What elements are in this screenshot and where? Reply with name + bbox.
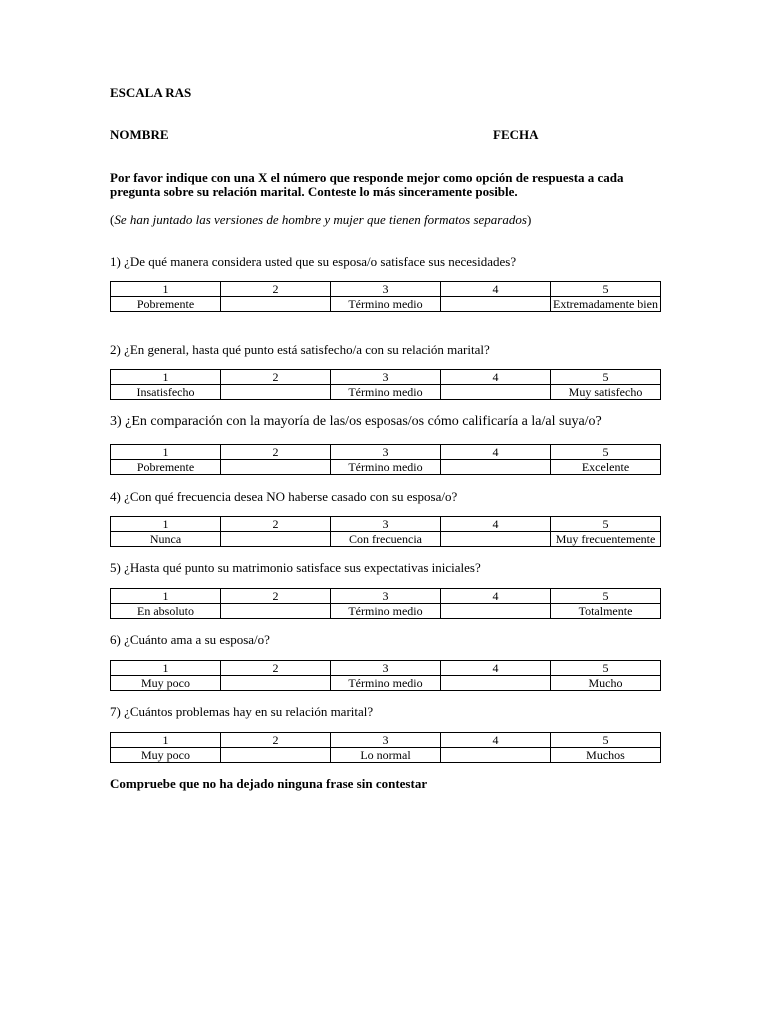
scale-label-4 bbox=[441, 532, 551, 547]
scale-label-3: Lo normal bbox=[331, 748, 441, 763]
scale-label-1: Muy poco bbox=[111, 676, 221, 691]
scale-label-2 bbox=[221, 460, 331, 475]
question-7-scale bbox=[110, 732, 661, 763]
scale-label-4 bbox=[441, 604, 551, 619]
scale-option-4[interactable]: 4 bbox=[441, 370, 551, 385]
scale-label-3: Término medio bbox=[331, 604, 441, 619]
scale-label-5: Mucho bbox=[551, 676, 661, 691]
scale-label-2 bbox=[221, 385, 331, 400]
scale-label-5: Muchos bbox=[551, 748, 661, 763]
scale-option-2[interactable]: 2 bbox=[221, 661, 331, 676]
scale-option-2[interactable]: 2 bbox=[221, 589, 331, 604]
scale-label-5: Muy satisfecho bbox=[551, 385, 661, 400]
question-1-text: 1) ¿De qué manera considera usted que su esposa/o satisface sus necesidades? bbox=[110, 254, 517, 269]
scale-label-1: Nunca bbox=[111, 532, 221, 547]
completion-reminder: Compruebe que no ha dejado ninguna frase sin contestar bbox=[110, 776, 428, 791]
scale-label-4 bbox=[441, 297, 551, 312]
scale-label-1: Pobremente bbox=[111, 297, 221, 312]
scale-label-4 bbox=[441, 460, 551, 475]
scale-option-4[interactable]: 4 bbox=[441, 589, 551, 604]
instructions-line-2: pregunta sobre su relación marital. Conteste lo más sinceramente posible. bbox=[110, 184, 518, 199]
scale-option-3[interactable]: 3 bbox=[331, 733, 441, 748]
scale-option-1[interactable]: 1 bbox=[111, 517, 221, 532]
scale-option-3[interactable]: 3 bbox=[331, 445, 441, 460]
instructions-line-1: Por favor indique con una X el número que responde mejor como opción de respuesta a cada bbox=[110, 170, 624, 185]
question-4-scale bbox=[110, 516, 661, 547]
question-7-text: 7) ¿Cuántos problemas hay en su relación marital? bbox=[110, 704, 374, 719]
scale-option-2[interactable]: 2 bbox=[221, 282, 331, 297]
scale-option-1[interactable]: 1 bbox=[111, 661, 221, 676]
date-label: FECHA bbox=[493, 127, 539, 142]
scale-option-1[interactable]: 1 bbox=[111, 445, 221, 460]
scale-option-5[interactable]: 5 bbox=[551, 282, 661, 297]
scale-option-1[interactable]: 1 bbox=[111, 733, 221, 748]
scale-option-4[interactable]: 4 bbox=[441, 733, 551, 748]
name-label: NOMBRE bbox=[110, 127, 169, 142]
scale-label-5: Totalmente bbox=[551, 604, 661, 619]
question-6-scale bbox=[110, 660, 661, 691]
scale-label-1: Insatisfecho bbox=[111, 385, 221, 400]
scale-option-2[interactable]: 2 bbox=[221, 445, 331, 460]
scale-option-1[interactable]: 1 bbox=[111, 589, 221, 604]
scale-label-3: Término medio bbox=[331, 385, 441, 400]
scale-option-5[interactable]: 5 bbox=[551, 445, 661, 460]
scale-option-5[interactable]: 5 bbox=[551, 733, 661, 748]
question-1-scale bbox=[110, 281, 661, 312]
scale-label-2 bbox=[221, 532, 331, 547]
scale-label-2 bbox=[221, 676, 331, 691]
scale-label-5: Excelente bbox=[551, 460, 661, 475]
scale-label-3: Término medio bbox=[331, 676, 441, 691]
scale-label-3: Término medio bbox=[331, 297, 441, 312]
question-2-scale bbox=[110, 369, 661, 400]
scale-option-3[interactable]: 3 bbox=[331, 589, 441, 604]
scale-option-4[interactable]: 4 bbox=[441, 445, 551, 460]
scale-label-5: Muy frecuentemente bbox=[551, 532, 661, 547]
scale-option-2[interactable]: 2 bbox=[221, 370, 331, 385]
scale-label-2 bbox=[221, 297, 331, 312]
question-3-text: 3) ¿En comparación con la mayoría de las/os esposas/os cómo calificaría a la/al suya/o? bbox=[110, 414, 602, 429]
scale-label-4 bbox=[441, 385, 551, 400]
scale-option-4[interactable]: 4 bbox=[441, 517, 551, 532]
scale-label-4 bbox=[441, 676, 551, 691]
scale-label-3: Con frecuencia bbox=[331, 532, 441, 547]
scale-option-5[interactable]: 5 bbox=[551, 370, 661, 385]
versions-note: (Se han juntado las versiones de hombre y mujer que tienen formatos separados) bbox=[110, 212, 532, 227]
question-5-text: 5) ¿Hasta qué punto su matrimonio satisface sus expectativas iniciales? bbox=[110, 560, 481, 575]
scale-option-2[interactable]: 2 bbox=[221, 517, 331, 532]
question-4-text: 4) ¿Con qué frecuencia desea NO haberse casado con su esposa/o? bbox=[110, 489, 458, 504]
scale-option-2[interactable]: 2 bbox=[221, 733, 331, 748]
scale-option-1[interactable]: 1 bbox=[111, 282, 221, 297]
scale-label-5: Extremadamente bien bbox=[551, 297, 661, 312]
scale-label-1: Muy poco bbox=[111, 748, 221, 763]
scale-label-3: Término medio bbox=[331, 460, 441, 475]
scale-label-1: En absoluto bbox=[111, 604, 221, 619]
scale-option-3[interactable]: 3 bbox=[331, 661, 441, 676]
question-2-text: 2) ¿En general, hasta qué punto está satisfecho/a con su relación marital? bbox=[110, 342, 490, 357]
question-6-text: 6) ¿Cuánto ama a su esposa/o? bbox=[110, 632, 270, 647]
scale-option-4[interactable]: 4 bbox=[441, 661, 551, 676]
scale-option-3[interactable]: 3 bbox=[331, 282, 441, 297]
scale-option-5[interactable]: 5 bbox=[551, 517, 661, 532]
scale-option-3[interactable]: 3 bbox=[331, 370, 441, 385]
form-title: ESCALA RAS bbox=[110, 85, 192, 100]
scale-option-4[interactable]: 4 bbox=[441, 282, 551, 297]
scale-label-4 bbox=[441, 748, 551, 763]
scale-label-2 bbox=[221, 748, 331, 763]
question-3-scale bbox=[110, 444, 661, 475]
scale-option-5[interactable]: 5 bbox=[551, 589, 661, 604]
scale-label-1: Pobremente bbox=[111, 460, 221, 475]
scale-option-1[interactable]: 1 bbox=[111, 370, 221, 385]
scale-option-5[interactable]: 5 bbox=[551, 661, 661, 676]
scale-label-2 bbox=[221, 604, 331, 619]
scale-option-3[interactable]: 3 bbox=[331, 517, 441, 532]
question-5-scale bbox=[110, 588, 661, 619]
